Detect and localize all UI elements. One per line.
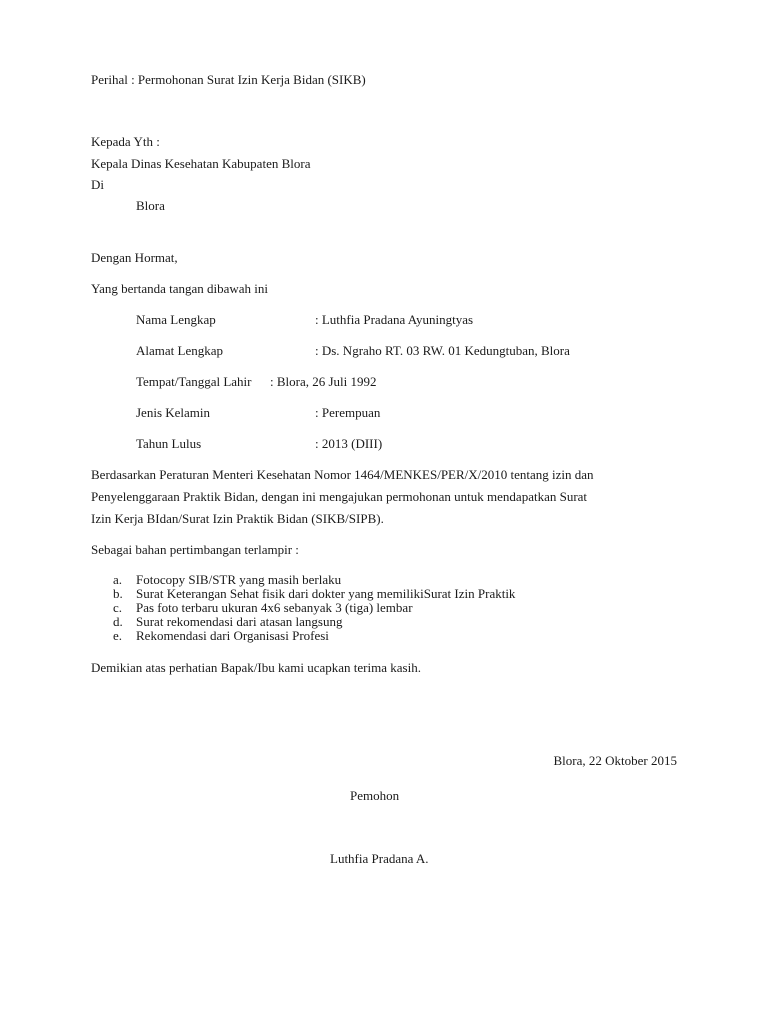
list-item: Rekomendasi dari Organisasi Profesi [136, 628, 329, 643]
recipient-name: Kepala Dinas Kesehatan Kabupaten Blora [91, 156, 311, 171]
list-item-marker: b. [113, 586, 123, 601]
field-value-ttl: : Blora, 26 Juli 1992 [270, 374, 377, 389]
list-item: Pas foto terbaru ukuran 4x6 sebanyak 3 (tiga) lembar [136, 600, 413, 615]
recipient-di: Di [91, 177, 104, 192]
list-item: Surat rekomendasi dari atasan langsung [136, 614, 343, 629]
place-date: Blora, 22 Oktober 2015 [553, 753, 677, 768]
body-line-1: Berdasarkan Peraturan Menteri Kesehatan Nomor 1464/MENKES/PER/X/2010 tentang izin dan [91, 467, 594, 482]
body-line-3: Izin Kerja BIdan/Surat Izin Praktik Bidan (SIKB/SIPB). [91, 511, 384, 526]
recipient-city: Blora [136, 198, 165, 213]
list-item-marker: c. [113, 600, 123, 615]
field-value-alamat: : Ds. Ngraho RT. 03 RW. 01 Kedungtuban, Blora [315, 343, 570, 358]
field-label-tahun-lulus: Tahun Lulus [136, 436, 202, 451]
field-label-jenis-kelamin: Jenis Kelamin [136, 405, 211, 420]
field-label-nama: Nama Lengkap [136, 312, 216, 327]
closing-line: Demikian atas perhatian Bapak/Ibu kami ucapkan terima kasih. [91, 660, 421, 675]
list-item-marker: d. [113, 614, 123, 629]
field-label-alamat: Alamat Lengkap [136, 343, 223, 358]
list-item: Fotocopy SIB/STR yang masih berlaku [136, 572, 342, 587]
greeting: Dengan Hormat, [91, 250, 178, 265]
body-line-2: Penyelenggaraan Praktik Bidan, dengan ini mengajukan permohonan untuk mendapatkan Surat [91, 489, 588, 504]
signer-name: Luthfia Pradana A. [330, 851, 429, 866]
list-item: Surat Keterangan Sehat fisik dari dokter yang memilikiSurat Izin Praktik [136, 586, 516, 601]
attachments-intro: Sebagai bahan pertimbangan terlampir : [91, 542, 299, 557]
list-item-marker: e. [113, 628, 123, 643]
field-label-ttl: Tempat/Tanggal Lahir [136, 374, 252, 389]
field-value-tahun-lulus: : 2013 (DIII) [315, 436, 383, 451]
field-value-jenis-kelamin: : Perempuan [315, 405, 381, 420]
recipient-salutation: Kepada Yth : [91, 134, 160, 149]
list-item-marker: a. [113, 572, 123, 587]
letter-subject: Perihal : Permohonan Surat Izin Kerja Bidan (SIKB) [91, 72, 366, 87]
intro-line: Yang bertanda tangan dibawah ini [91, 281, 269, 296]
signer-role: Pemohon [350, 788, 400, 803]
field-value-nama: : Luthfia Pradana Ayuningtyas [315, 312, 474, 327]
